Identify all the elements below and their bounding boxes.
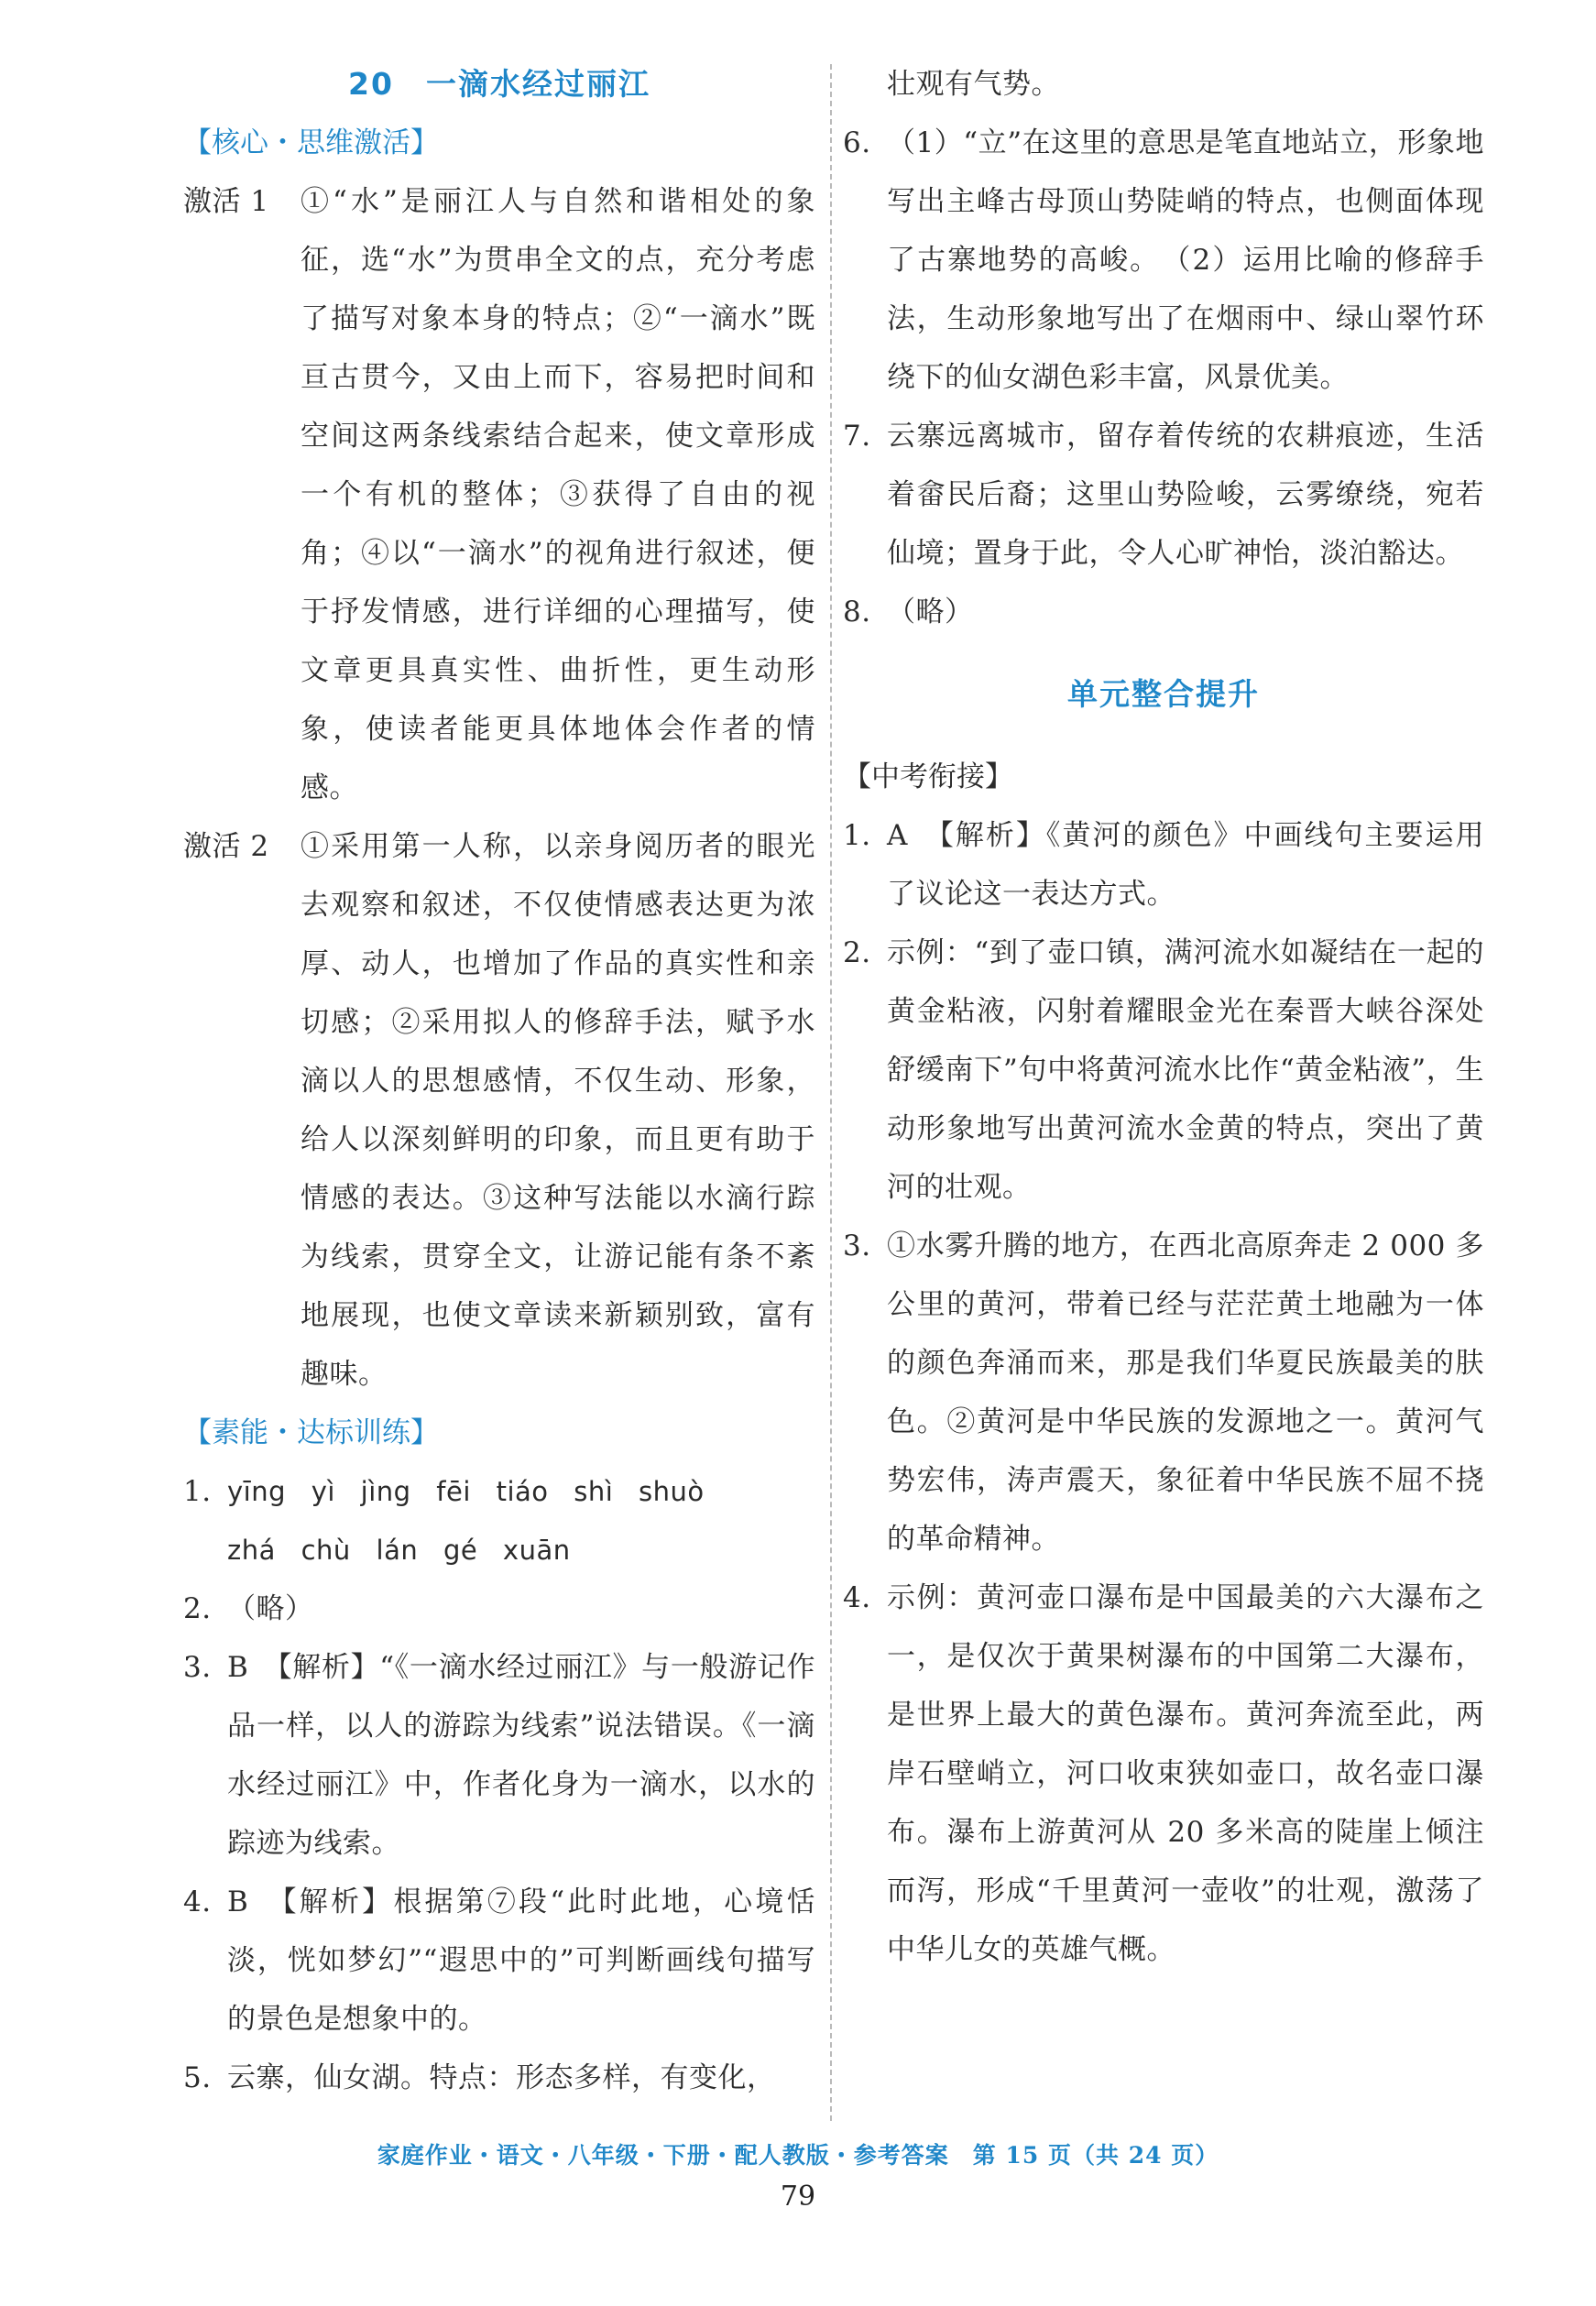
pinyin-line-1: yīng yì jìng fēi tiáo shì shuò: [227, 1476, 705, 1507]
answer-item: [183, 1638, 815, 1873]
answer-text: ①水雾升腾的地方，在西北高原奔走 2 000 多公里的黄河，带着已经与茫茫黄土地融为一体的颜色奔涌而来，那是我们华夏民族最美的肤色。②黄河是中华民族的发源地之一。黄河气势宏伟，涛声震天，象征着中华民族不屈不挠的革命精神。: [887, 1230, 1484, 1556]
jihuo-1-label: 激活 1: [183, 185, 269, 218]
answer-text: 云寨，仙女湖。特点：形态多样，有变化，: [227, 2061, 776, 2094]
section-heading-core: 【核心・思维激活】: [183, 126, 439, 159]
answer-number: 1.: [843, 819, 871, 852]
answer-item: [843, 114, 1484, 407]
answer-number: 7.: [843, 420, 871, 453]
jihuo-1: [183, 172, 815, 817]
answer-item: [843, 806, 1484, 923]
answer-pinyin: [227, 1462, 815, 1579]
answer-text: （略）: [227, 1592, 314, 1625]
answer-number: 2.: [183, 1592, 212, 1625]
answer-item: [843, 1568, 1484, 1979]
answer-number: 5.: [183, 2061, 212, 2094]
answer-item: [183, 1462, 815, 1579]
answer-text: （略）: [887, 596, 974, 628]
answer-text: 云寨远离城市，留存着传统的农耕痕迹，生活着畲民后裔；这里山势险峻，云雾缭绕，宛若仙境；置身于此，令人心旷神怡，淡泊豁达。: [887, 420, 1484, 570]
answer-item: [843, 407, 1484, 583]
answer-item: [183, 1579, 815, 1638]
answer-number: 4.: [843, 1581, 871, 1614]
answer-number: 6.: [843, 126, 871, 159]
answer-number: 3.: [843, 1230, 871, 1262]
right-column: [843, 55, 1484, 1979]
answer-number: 8.: [843, 596, 871, 628]
answer-text: B 【解析】根据第⑦段“此时此地，心境恬淡，恍如梦幻”“遐思中的”可判断画线句描写的景色是想象中的。: [227, 1885, 815, 2036]
jihuo-1-text: ①“水”是丽江人与自然和谐相处的象征，选“水”为贯串全文的点，充分考虑了描写对象本身的特点；②“一滴水”既亘古贯今，又由上而下，容易把时间和空间这两条线索结合起来，使文章形成一个有机的整体；③获得了自由的视角；④以“一滴水”的视角进行叙述，便于抒发情感，进行详细的心理描写，使文章更具真实性、曲折性，更生动形象，使读者能更具体地体会作者的情感。: [301, 185, 815, 804]
lesson-title: 20 一滴水经过丽江: [348, 66, 650, 102]
answer-text: （1）“立”在这里的意思是笔直地站立，形象地写出主峰古母顶山势陡峭的特点，也侧面体现了古寨地势的高峻。 （2）运用比喻的修辞手法，生动形象地写出了在烟雨中、绿山翠竹环绕下的仙女湖色彩丰富，风景优美。: [887, 126, 1484, 394]
jihuo-2: [183, 817, 815, 1404]
unit-title: 单元整合提升: [1067, 676, 1260, 712]
answer-number: 3.: [183, 1651, 212, 1684]
jihuo-2-text: ①采用第一人称，以亲身阅历者的眼光去观察和叙述，不仅使情感表达更为浓厚、动人，也增加了作品的真实性和亲切感；②采用拟人的修辞手法，赋予水滴以人的思想感情，不仅生动、形象，给人以深刻鲜明的印象，而且更有助于情感的表达。③这种写法能以水滴行踪为线索，贯穿全文，让游记能有条不紊地展现，也使文章读来新颖别致，富有趣味。: [301, 830, 815, 1391]
section-heading-exam: 【中考衔接】: [843, 760, 1013, 793]
answer-number: 2.: [843, 936, 871, 969]
section-heading-training: 【素能・达标训练】: [183, 1416, 439, 1449]
left-column: [183, 55, 815, 2107]
answer-text: 示例：“到了壶口镇，满河流水如凝结在一起的黄金粘液，闪射着耀眼金光在秦晋大峡谷深处舒缓南下”句中将黄河流水比作“黄金粘液”，生动形象地写出黄河流水金黄的特点，突出了黄河的壮观。: [887, 936, 1484, 1204]
answer-item: [183, 1873, 815, 2049]
answer-number: 4.: [183, 1885, 212, 1918]
page-number: 79: [780, 2180, 816, 2213]
answer-item: [843, 1217, 1484, 1568]
jihuo-2-label: 激活 2: [183, 830, 269, 863]
answer-item: [183, 2049, 815, 2107]
answer-text: A 【解析】《黄河的颜色》中画线句主要运用了议论这一表达方式。: [887, 819, 1484, 911]
answer-number: 1.: [183, 1475, 212, 1508]
continued-text: [843, 55, 1484, 114]
pinyin-line-2: zhá chù lán gé xuān: [227, 1535, 571, 1566]
page-footer: 家庭作业・语文・八年级・下册・配人教版・参考答案 第 15 页（共 24 页）: [377, 2142, 1219, 2169]
answer-text: B 【解析】“《一滴水经过丽江》与一般游记作品一样，以人的游踪为线索”说法错误。《一滴水经过丽江》中，作者化身为一滴水，以水的踪迹为线索。: [227, 1651, 815, 1860]
answer-text: 示例：黄河壶口瀑布是中国最美的六大瀑布之一，是仅次于黄果树瀑布的中国第二大瀑布，是世界上最大的黄色瀑布。黄河奔流至此，两岸石壁峭立，河口收束狭如壶口，故名壶口瀑布。瀑布上游黄河从 20 多米高的陡崖上倾注而泻，形成“千里黄河一壶收”的壮观，激荡了中华儿女的英雄气概。: [887, 1581, 1484, 1966]
answer-item: [843, 923, 1484, 1217]
continued-answer-text: 壮观有气势。: [887, 68, 1060, 101]
column-divider: [830, 64, 832, 2121]
answer-item: [843, 583, 1484, 641]
